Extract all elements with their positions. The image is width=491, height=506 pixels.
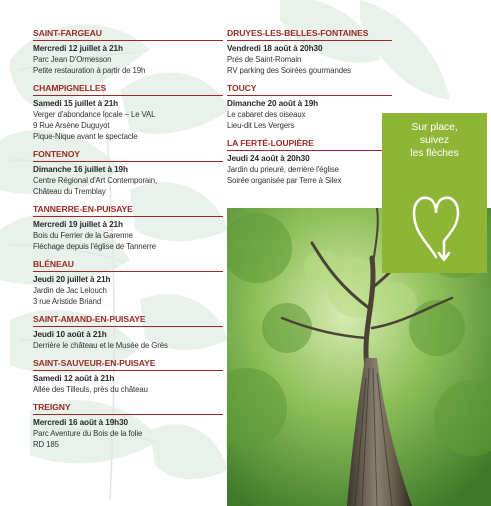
event-detail: 3 rue Aristide Briand: [33, 297, 102, 306]
event-detail: RD 185: [33, 440, 59, 449]
divider: [227, 95, 392, 96]
event-detail: Parc Aventure du Bois de la folie: [33, 429, 143, 438]
event-entry: [227, 138, 392, 186]
event-date: Mercredi 16 août à 19h30: [33, 418, 128, 427]
event-entry: [33, 259, 223, 307]
divider: [33, 326, 223, 327]
event-date: Dimanche 20 août à 19h: [227, 99, 319, 108]
event-date: Samedi 12 août à 21h: [33, 374, 115, 383]
event-place: DRUYES-LES-BELLES-FONTAINES: [227, 28, 369, 38]
event-detail: RV parking des Soirées gourmandes: [227, 66, 351, 75]
event-detail: Allée des Tilleuls, près du château: [33, 385, 148, 394]
event-entry: [33, 149, 223, 197]
divider: [33, 216, 223, 217]
divider: [33, 370, 223, 371]
event-detail: Lieu-dit Les Vergers: [227, 121, 295, 130]
event-entry: [33, 402, 223, 450]
event-detail: Jardin de Jac Lelouch: [33, 286, 107, 295]
event-place: SAINT-FARGEAU: [33, 28, 102, 38]
event-detail: Jardin du prieuré, derrière l'église: [227, 165, 339, 174]
divider: [33, 161, 223, 162]
divider: [33, 271, 223, 272]
wayfinding-box: [382, 113, 487, 273]
event-entry: [227, 83, 392, 131]
event-detail: Bois du Ferrier de la Garenne: [33, 231, 133, 240]
event-detail: Fléchage depuis l'église de Tannerre: [33, 242, 157, 251]
divider: [33, 40, 223, 41]
right-column: [227, 28, 392, 193]
event-detail: Petite restauration à partir de 19h: [33, 66, 146, 75]
divider: [33, 414, 223, 415]
event-date: Jeudi 24 août à 20h30: [227, 154, 310, 163]
divider: [33, 95, 223, 96]
event-entry: [33, 83, 223, 142]
wayfinding-text: Sur place, suivez les flèches: [410, 121, 459, 159]
event-place: TANNERRE-EN-PUISAYE: [33, 204, 133, 214]
left-column: [33, 28, 223, 457]
event-place: CHAMPIGNELLES: [33, 83, 107, 93]
event-date: Vendredi 18 août à 20h30: [227, 44, 323, 53]
event-place: BLÉNEAU: [33, 259, 74, 269]
event-place: LA FERTÉ-LOUPIÈRE: [227, 138, 314, 148]
event-date: Samedi 15 juillet à 21h: [33, 99, 119, 108]
event-detail: 9 Rue Arsène Duguyot: [33, 121, 110, 130]
event-detail: Château du Tremblay: [33, 187, 106, 196]
event-date: Jeudi 10 août à 21h: [33, 330, 107, 339]
event-entry: [227, 28, 392, 76]
event-place: SAINT-SAUVEUR-EN-PUISAYE: [33, 358, 156, 368]
event-detail: Pique-Nique avant le spectacle: [33, 132, 138, 141]
event-detail: Centre Régional d'Art Contemporain,: [33, 176, 158, 185]
event-detail: Parc Jean D'Ormesson: [33, 55, 112, 64]
event-entry: [33, 28, 223, 76]
event-entry: [33, 204, 223, 252]
divider: [227, 40, 392, 41]
event-date: Mercredi 19 juillet à 21h: [33, 220, 123, 229]
event-detail: Soirée organisée par Terre à Silex: [227, 176, 342, 185]
event-date: Dimanche 16 juillet à 19h: [33, 165, 128, 174]
event-date: Mercredi 12 juillet à 21h: [33, 44, 123, 53]
divider: [227, 150, 392, 151]
event-entry: [33, 314, 223, 351]
event-entry: [33, 358, 223, 395]
event-place: TREIGNY: [33, 402, 71, 412]
event-date: Jeudi 20 juillet à 21h: [33, 275, 111, 284]
heart-arrow-icon: [410, 173, 462, 265]
event-place: FONTENOY: [33, 149, 80, 159]
event-detail: Derrière le château et le Musée de Grès: [33, 341, 168, 350]
event-detail: Prés de Saint-Romain: [227, 55, 302, 64]
event-detail: Le cabaret des oiseaux: [227, 110, 306, 119]
event-detail: Verger d'abondance locale – Le VAL: [33, 110, 156, 119]
event-place: SAINT-AMAND-EN-PUISAYE: [33, 314, 146, 324]
event-place: TOUCY: [227, 83, 257, 93]
